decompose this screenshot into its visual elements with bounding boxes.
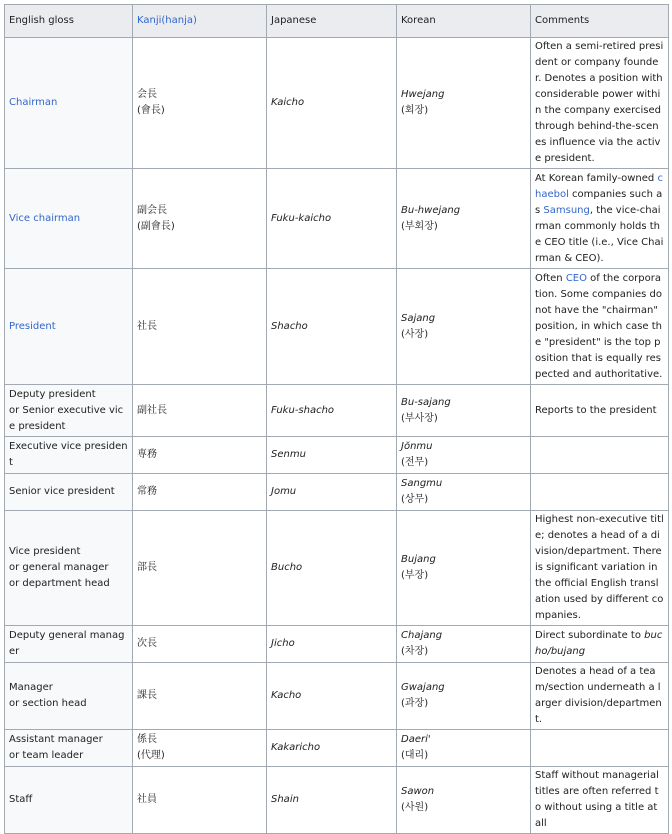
kanji-cell: 係長 (代理) — [133, 730, 267, 767]
korean-cell: Sajang (사장) — [397, 269, 531, 385]
table-row — [5, 169, 669, 269]
kanji-cell: 課長 — [133, 663, 267, 730]
table-row — [5, 437, 669, 474]
table-row — [5, 730, 669, 767]
gloss-cell: Manager or section head — [5, 663, 133, 730]
kanji-cell: 専務 — [133, 437, 267, 474]
gloss-cell: Senior vice president — [5, 474, 133, 511]
ceo-link[interactable]: CEO — [565, 272, 587, 284]
header-comments[interactable]: Comments — [531, 5, 669, 38]
japanese-cell: Kakaricho — [267, 730, 397, 767]
gloss-cell: Staff — [5, 767, 133, 834]
korean-cell: Sawon (사원) — [397, 767, 531, 834]
corporate-titles-table — [4, 4, 669, 834]
korean-cell: Daeri' (대리) — [397, 730, 531, 767]
japanese-cell: Jicho — [267, 626, 397, 663]
japanese-cell: Senmu — [267, 437, 397, 474]
table-row — [5, 511, 669, 626]
comment-cell: Often CEO of the corporation. Some companies do not have the "chairman" position, in which case the "president" is the top position that is equally respected and authoritative. — [531, 269, 669, 385]
gloss-cell: Vice president or general manager or department head — [5, 511, 133, 626]
gloss-link[interactable]: Chairman — [5, 38, 133, 169]
table-row — [5, 767, 669, 834]
kanji-cell: 社長 — [133, 269, 267, 385]
japanese-cell: Kacho — [267, 663, 397, 730]
table-row — [5, 663, 669, 730]
table-row — [5, 269, 669, 385]
japanese-cell: Jomu — [267, 474, 397, 511]
header-row — [5, 5, 669, 38]
japanese-cell: Fuku-kaicho — [267, 169, 397, 269]
japanese-cell: Bucho — [267, 511, 397, 626]
comment-cell: Denotes a head of a team/section underneath a larger division/department. — [531, 663, 669, 730]
korean-cell: Jŏnmu (전무) — [397, 437, 531, 474]
korean-cell: Bu-hwejang (부회장) — [397, 169, 531, 269]
header-korean[interactable]: Korean — [397, 5, 531, 38]
header-english-gloss[interactable]: English gloss — [5, 5, 133, 38]
table-row — [5, 385, 669, 437]
japanese-cell: Fuku-shacho — [267, 385, 397, 437]
japanese-cell: Shain — [267, 767, 397, 834]
korean-cell: Bujang (부장) — [397, 511, 531, 626]
kanji-cell: 副会長 (副會長) — [133, 169, 267, 269]
comment-cell — [531, 730, 669, 767]
table-row — [5, 626, 669, 663]
comment-cell: Staff without managerial titles are often referred to without using a title at all — [531, 767, 669, 834]
korean-cell: Hwejang (회장) — [397, 38, 531, 169]
korean-cell: Sangmu (상무) — [397, 474, 531, 511]
japanese-cell: Kaicho — [267, 38, 397, 169]
comment-cell: At Korean family-owned chaebol companies such as Samsung, the vice-chairman commonly holds the CEO title (i.e., Vice Chairman & CEO). — [531, 169, 669, 269]
samsung-link[interactable]: Samsung — [543, 204, 590, 216]
gloss-link[interactable]: Vice chairman — [5, 169, 133, 269]
header-kanji-hanja[interactable]: Kanji(hanja) — [133, 5, 267, 38]
table-row — [5, 474, 669, 511]
comment-cell — [531, 474, 669, 511]
gloss-cell: Executive vice president — [5, 437, 133, 474]
comment-cell: Direct subordinate to bucho/bujang — [531, 626, 669, 663]
kanji-cell: 副社長 — [133, 385, 267, 437]
gloss-cell: Assistant manager or team leader — [5, 730, 133, 767]
japanese-cell: Shacho — [267, 269, 397, 385]
comment-cell: Often a semi-retired president or company founder. Denotes a position with considerable power within the company exercised through behind-the-scenes influence via the active president. — [531, 38, 669, 169]
comment-cell: Highest non-executive title; denotes a head of a division/department. There is significant variation in the official English translation used by different companies. — [531, 511, 669, 626]
kanji-cell: 社員 — [133, 767, 267, 834]
comment-cell — [531, 437, 669, 474]
chaebol-link[interactable]: chaebol — [535, 172, 663, 200]
korean-cell: Gwajang (과장) — [397, 663, 531, 730]
kanji-cell: 部長 — [133, 511, 267, 626]
kanji-cell: 次長 — [133, 626, 267, 663]
header-japanese[interactable]: Japanese — [267, 5, 397, 38]
gloss-link[interactable]: President — [5, 269, 133, 385]
gloss-cell: Deputy president or Senior executive vice president — [5, 385, 133, 437]
gloss-cell: Deputy general manager — [5, 626, 133, 663]
comment-cell: Reports to the president — [531, 385, 669, 437]
table-row — [5, 38, 669, 169]
korean-cell: Chajang (차장) — [397, 626, 531, 663]
kanji-cell: 常務 — [133, 474, 267, 511]
kanji-cell: 会長 (會長) — [133, 38, 267, 169]
korean-cell: Bu-sajang (부사장) — [397, 385, 531, 437]
